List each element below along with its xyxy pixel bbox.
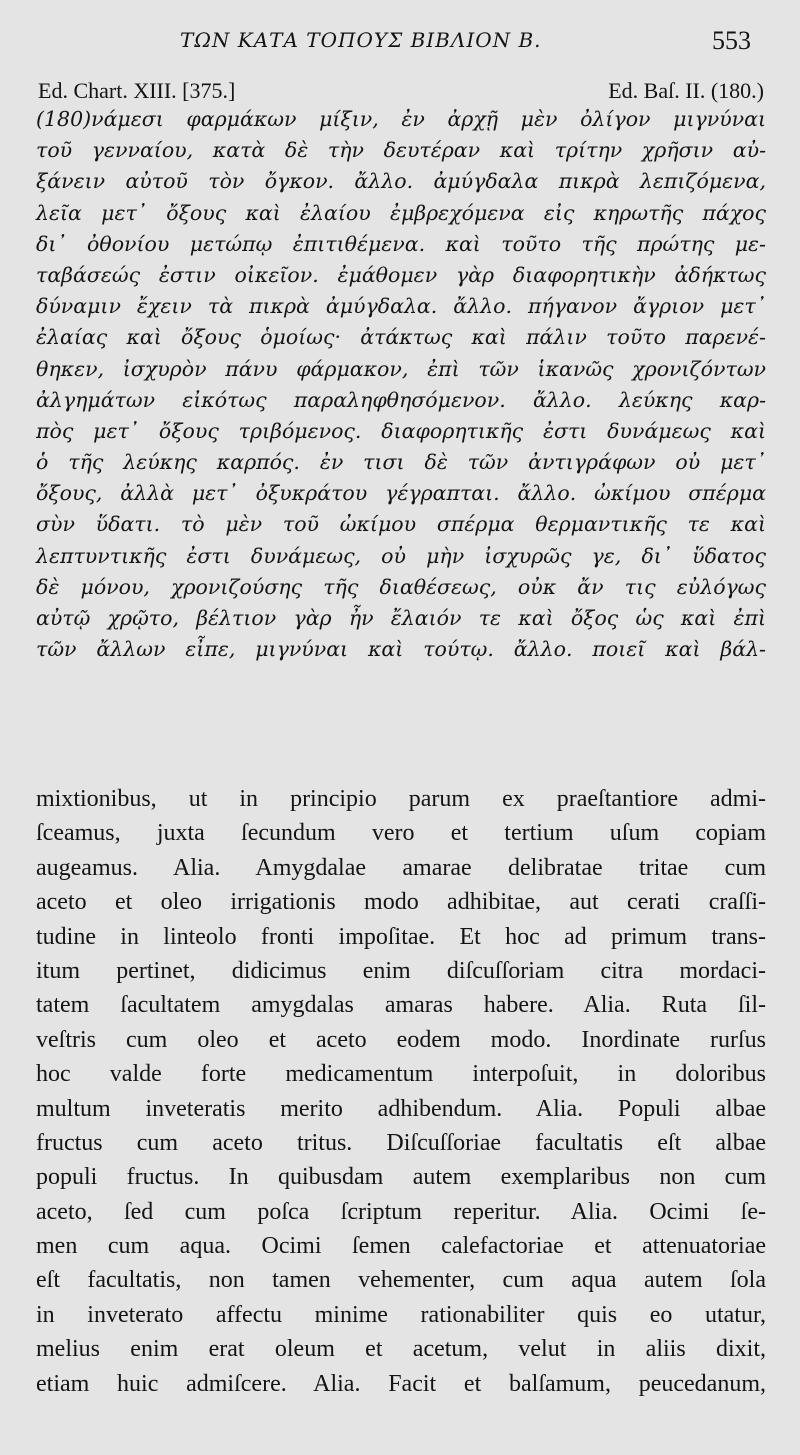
greek-text-line: λεῖα μετ᾽ ὄξους καὶ ἐλαίου ἐμβρεχόμενα εἰς κηρωτῆς πάχος bbox=[36, 200, 766, 225]
greek-text-line: θηκεν, ἰσχυρὸν πάνυ φάρμακον, ἐπὶ τῶν ἱκανῶς χρονιζόντων bbox=[36, 356, 766, 381]
latin-text-line: aceto, ſed cum poſca ſcriptum reperitur. Alia. Ocimi ſe- bbox=[36, 1198, 766, 1225]
latin-text-line: in inveterato affectu minime rationabiliter quis eo utatur, bbox=[36, 1301, 766, 1328]
latin-text-line: fructus cum aceto tritus. Diſcuſſoriae facultatis eſt albae bbox=[36, 1129, 766, 1156]
greek-text-line: ὄξους, ἀλλὰ μετ᾽ ὀξυκράτου γέγραπται. ἄλλο. ὠκίμου σπέρμα bbox=[36, 481, 766, 506]
page-header bbox=[0, 28, 800, 64]
latin-text-line: multum inveteratis merito adhibendum. Alia. Populi albae bbox=[36, 1095, 766, 1122]
greek-text-line: ἐλαίας καὶ ὄξους ὁμοίως· ἀτάκτως καὶ πάλιν τοῦτο παρενέ- bbox=[36, 325, 766, 350]
greek-text-line: τῶν ἄλλων εἶπε, μιγνύναι καὶ τούτῳ. ἄλλο. ποιεῖ καὶ βάλ- bbox=[36, 637, 766, 662]
latin-text-line: itum pertinet, didicimus enim diſcuſſoriam citra mordaci- bbox=[36, 957, 766, 984]
running-title: ΤΩΝ ΚΑΤΑ ΤΟΠΟΥΣ ΒΙΒΛΙΟΝ Β. bbox=[180, 28, 542, 52]
latin-text-line: mixtionibus, ut in principio parum ex praeſtantiore admi- bbox=[36, 786, 766, 812]
latin-text-line: melius enim erat oleum et acetum, velut in aliis dixit, bbox=[36, 1336, 766, 1363]
latin-text-line: etiam huic admiſcere. Alia. Facit et balſamum, peucedanum, bbox=[36, 1370, 766, 1397]
latin-text-line: veſtris cum oleo et aceto eodem modo. Inordinate rurſus bbox=[36, 1026, 766, 1053]
latin-text-line: aceto et oleo irrigationis modo adhibitae, aut cerati craſſi- bbox=[36, 889, 766, 916]
greek-text-line: ξάνειν αὐτοῦ τὸν ὄγκον. ἄλλο. ἀμύγδαλα πικρὰ λεπιζόμενα, bbox=[36, 169, 766, 194]
latin-text-line: tatem ſacultatem amygdalas amaras habere. Alia. Ruta ſil- bbox=[36, 992, 766, 1019]
greek-text-line: δι᾽ ὀθονίου μετώπῳ ἐπιτιθέμενα. καὶ τοῦτο τῆς πρώτης με- bbox=[36, 231, 766, 256]
greek-text-line: πὸς μετ᾽ ὄξους τριβόμενος. διαφορητικῆς ἐστι δυνάμεως καὶ bbox=[36, 418, 766, 443]
greek-text-line: ὁ τῆς λεύκης καρπός. ἐν τισι δὲ τῶν ἀντιγράφων οὐ μετ᾽ bbox=[36, 450, 766, 475]
greek-text-line: λεπτυντικῆς ἐστι δυνάμεως, οὐ μὴν ἰσχυρῶς γε, δι᾽ ὕδατος bbox=[36, 543, 766, 568]
greek-text-line: (180)νάμεσι φαρμάκων μίξιν, ἐν ἀρχῇ μὲν ὀλίγον μιγνύναι bbox=[36, 107, 766, 131]
page-number: 553 bbox=[712, 26, 751, 55]
greek-text-line: ἀλγημάτων εἰκότως παραληφθησόμενον. ἄλλο. λεύκης καρ- bbox=[36, 387, 766, 412]
latin-text-line: populi fructus. In quibusdam autem exemplaribus non cum bbox=[36, 1164, 766, 1191]
latin-text-line: tudine in linteolo fronti impoſitae. Et hoc ad primum trans- bbox=[36, 923, 766, 950]
greek-text-block bbox=[36, 104, 766, 665]
latin-text-line: hoc valde forte medicamentum interpoſuit, in doloribus bbox=[36, 1061, 766, 1088]
greek-text-line: δὲ μόνου, χρονιζούσης τῆς διαθέσεως, οὐκ ἄν τις εὐλόγως bbox=[36, 574, 766, 599]
greek-text-line: τοῦ γενναίου, κατὰ δὲ τὴν δευτέραν καὶ τρίτην χρῆσιν αὐ- bbox=[36, 138, 766, 163]
chartier-edition-ref: Ed. Chart. XIII. [375.] bbox=[38, 78, 236, 103]
greek-text-line: αὐτῷ χρῷτο, βέλτιον γὰρ ἦν ἔλαιόν τε καὶ ὄξος ὡς καὶ ἐπὶ bbox=[36, 606, 766, 630]
latin-text-line: ſceamus, juxta ſecundum vero et tertium uſum copiam bbox=[36, 820, 766, 847]
latin-text-line: men cum aqua. Ocimi ſemen calefactoriae et attenuatoriae bbox=[36, 1233, 766, 1260]
basel-edition-ref: Ed. Baſ. II. (180.) bbox=[608, 78, 764, 103]
greek-text-line: ταβάσεώς ἐστιν οἰκεῖον. ἐμάθομεν γὰρ διαφορητικὴν ἀδήκτως bbox=[36, 262, 766, 287]
latin-text-block bbox=[36, 782, 766, 1401]
latin-text-line: augeamus. Alia. Amygdalae amarae delibratae tritae cum bbox=[36, 854, 766, 881]
greek-text-line: σὺν ὕδατι. τὸ μὲν τοῦ ὠκίμου σπέρμα θερμαντικῆς τε καὶ bbox=[36, 512, 766, 537]
greek-text-line: δύναμιν ἔχειν τὰ πικρὰ ἀμύγδαλα. ἄλλο. πήγανον ἄγριον μετ᾽ bbox=[36, 294, 766, 319]
latin-text-line: eſt facultatis, non tamen vehementer, cum aqua autem ſola bbox=[36, 1267, 766, 1294]
